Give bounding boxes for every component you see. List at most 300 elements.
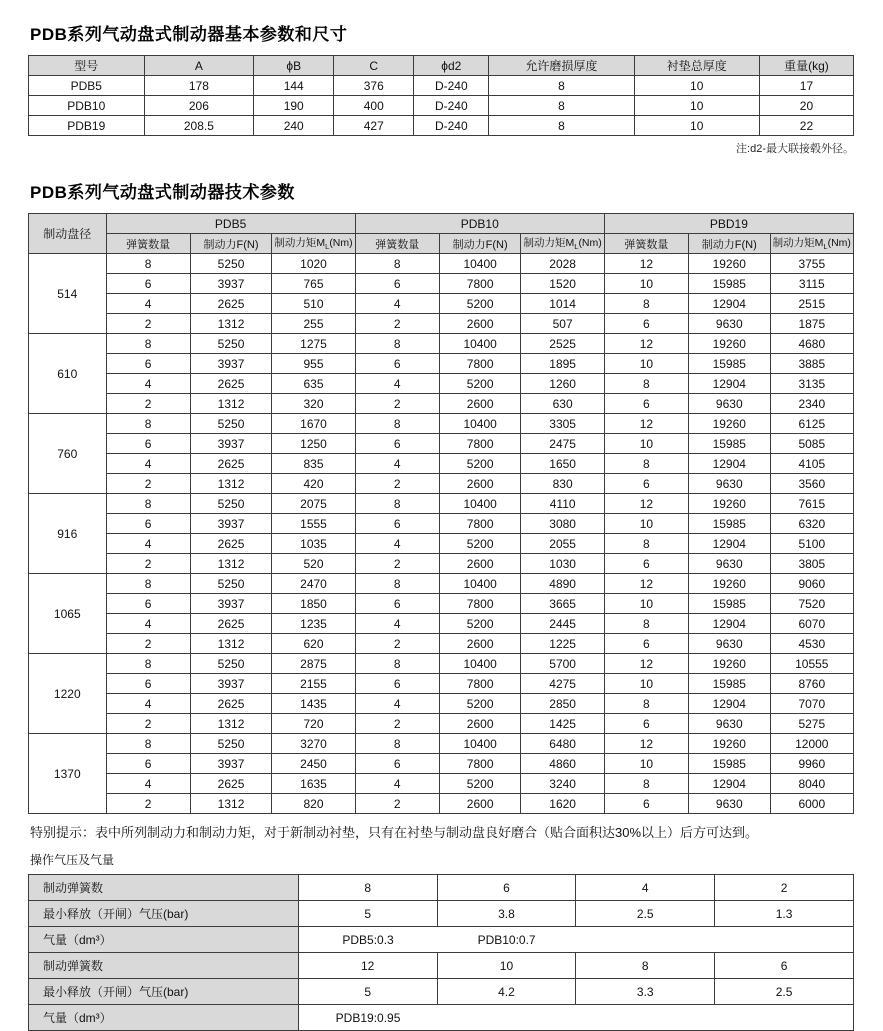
table-cell: 1312 [190,314,272,334]
table-cell: 6000 [770,794,853,814]
table-cell: 8 [355,334,439,354]
table-cell: 8760 [770,674,853,694]
table-row [29,694,854,714]
table-cell: 4680 [770,334,853,354]
table-cell: 8 [355,414,439,434]
table-cell: 2625 [190,374,272,394]
table-cell: 4890 [521,574,604,594]
table-cell: 4 [106,774,190,794]
disc-diameter-cell: 1220 [29,654,107,734]
group-header: PBD19 [604,214,853,234]
table-cell: 8 [355,734,439,754]
table-cell: 4 [355,534,439,554]
group-header: PDB10 [355,214,604,234]
table-cell: 4860 [521,754,604,774]
table-cell: 5250 [190,734,272,754]
table-cell: 10 [634,96,759,116]
table-cell: 2600 [439,474,521,494]
table-cell: 12 [604,494,688,514]
table-cell: 12904 [688,374,770,394]
table-cell: 19260 [688,414,770,434]
table-cell: 3805 [770,554,853,574]
table-cell: 1555 [272,514,355,534]
table-cell: 3305 [521,414,604,434]
table-cell: 8 [298,875,437,901]
table-cell: 6 [106,514,190,534]
table-cell: 15985 [688,594,770,614]
table-cell: 19260 [688,654,770,674]
table-cell: 4 [355,454,439,474]
table-row [29,875,854,901]
table-row [29,76,854,96]
table-cell: 10400 [439,734,521,754]
table-cell: 507 [521,314,604,334]
table-cell: 1312 [190,714,272,734]
table-row [29,594,854,614]
table-cell: 12 [604,334,688,354]
table-cell: 820 [272,794,355,814]
table-row [29,514,854,534]
pressure-volume-title: 操作气压及气量 [30,853,115,867]
table-cell: 12904 [688,534,770,554]
basic-params-note: 注:d2-最大联接毂外径。 [736,143,854,155]
table-cell: 6 [604,554,688,574]
table-cell: 520 [272,554,355,574]
table-cell: 4 [106,534,190,554]
merged-values [299,1011,853,1025]
table-cell: 6 [355,274,439,294]
basic-params-body [29,76,854,136]
column-header: ϕd2 [414,56,489,76]
table-cell: 1275 [272,334,355,354]
table-cell: 5250 [190,334,272,354]
basic-header-row [29,56,854,76]
table-cell: 5250 [190,494,272,514]
table-cell: 635 [272,374,355,394]
table-cell: 2470 [272,574,355,594]
table-row [29,674,854,694]
column-header: C [334,56,414,76]
table-cell: 1850 [272,594,355,614]
table-cell: 3937 [190,674,272,694]
table-cell: 2600 [439,794,521,814]
table-cell: 1235 [272,614,355,634]
table-row [29,714,854,734]
table-cell: 2 [355,794,439,814]
table-cell: 1312 [190,634,272,654]
table-cell: 7520 [770,594,853,614]
table-cell: 2.5 [715,979,854,1005]
disc-diameter-cell: 514 [29,254,107,334]
table-cell: 2625 [190,774,272,794]
table-cell: 10400 [439,654,521,674]
table-row [29,96,854,116]
table-cell: 178 [144,76,254,96]
table-cell: 10 [604,354,688,374]
table-row [29,294,854,314]
table-cell: D-240 [414,116,489,136]
tech-header-row-groups [29,214,854,234]
table-cell: 420 [272,474,355,494]
table-cell: 3937 [190,754,272,774]
table-cell: 2600 [439,714,521,734]
table-cell: 2515 [770,294,853,314]
table-cell: 208.5 [144,116,254,136]
model-cell: PDB19 [29,116,145,136]
torque-header-part: L [574,242,579,252]
column-header: 允许磨损厚度 [489,56,634,76]
disc-diameter-cell: 760 [29,414,107,494]
table-cell: 5 [298,979,437,1005]
table-cell: 6 [106,434,190,454]
table-row [29,734,854,754]
row-label-cell: 最小释放（开闸）气压(bar) [29,979,299,1005]
table-cell: 10 [604,674,688,694]
table-cell: 2055 [521,534,604,554]
pressure-volume-table [28,874,854,1031]
col-header-springs: 弹簧数量 [355,234,439,254]
table-cell: 10400 [439,414,521,434]
table-cell: 10 [604,434,688,454]
table-cell: 3240 [521,774,604,794]
table-cell: 15985 [688,354,770,374]
torque-header-part: (Nm) [578,237,602,250]
disc-diameter-cell: 916 [29,494,107,574]
table-cell: 9630 [688,554,770,574]
torque-header-part: (Nm) [329,237,353,250]
table-cell: 3080 [521,514,604,534]
table-cell: 10400 [439,494,521,514]
table-cell: 630 [521,394,604,414]
table-cell: 1435 [272,694,355,714]
table-cell: 144 [254,76,334,96]
table-cell: 10 [604,594,688,614]
table-cell: 2 [106,794,190,814]
table-cell: 3885 [770,354,853,374]
table-cell: 2340 [770,394,853,414]
table-cell: 2075 [272,494,355,514]
basic-params-header [29,56,854,76]
table-cell: 955 [272,354,355,374]
table-cell: 15985 [688,434,770,454]
table-cell: 8 [106,734,190,754]
table-cell: 2450 [272,754,355,774]
table-cell: 5100 [770,534,853,554]
table-cell: 12 [298,953,437,979]
table-cell: 6 [106,594,190,614]
row-label-cell: 制动弹簧数 [29,875,299,901]
table-cell: 8 [604,294,688,314]
table-cell: 12 [604,254,688,274]
table-cell: 8 [489,76,634,96]
col-header-torque [521,234,604,254]
table-cell: 15985 [688,514,770,534]
table-cell: 7800 [439,434,521,454]
table-cell: 190 [254,96,334,116]
table-cell: 6 [355,754,439,774]
table-cell: 3937 [190,354,272,374]
table-row [29,614,854,634]
table-cell: 10400 [439,254,521,274]
basic-params-title: PDB系列气动盘式制动器基本参数和尺寸 [30,25,348,44]
table-cell: 9630 [688,474,770,494]
table-cell: 2850 [521,694,604,714]
table-cell: 4 [355,294,439,314]
table-cell: 8 [355,494,439,514]
table-cell: 8 [604,534,688,554]
table-row [29,374,854,394]
table-cell: 5200 [439,774,521,794]
table-cell: 1250 [272,434,355,454]
table-cell: 2 [355,554,439,574]
table-cell: 7800 [439,354,521,374]
table-cell: 1.3 [715,901,854,927]
table-cell: 4 [576,875,715,901]
column-header: ϕB [254,56,334,76]
table-cell: 10 [604,274,688,294]
table-cell: 5250 [190,414,272,434]
table-cell: 206 [144,96,254,116]
table-cell: 1030 [521,554,604,574]
table-cell: 7800 [439,514,521,534]
table-cell: 5200 [439,534,521,554]
table-cell: 2625 [190,614,272,634]
table-cell: 4 [106,614,190,634]
table-cell: 2 [106,554,190,574]
table-cell: 2525 [521,334,604,354]
table-cell: 5250 [190,254,272,274]
table-cell: 10 [634,116,759,136]
table-cell: 2 [106,634,190,654]
table-cell: 5250 [190,654,272,674]
table-cell: 2 [355,634,439,654]
table-cell: 15985 [688,274,770,294]
table-row [29,927,854,953]
col-header-torque [770,234,853,254]
table-cell: 3560 [770,474,853,494]
table-cell: 2875 [272,654,355,674]
tech-params-table [28,213,854,814]
merged-values [299,933,853,947]
disc-diameter-cell: 1370 [29,734,107,814]
table-cell: 2600 [439,634,521,654]
table-cell: 1635 [272,774,355,794]
table-cell: 10400 [439,334,521,354]
table-cell: 8 [355,254,439,274]
table-cell: 2 [106,394,190,414]
table-cell: 6 [604,634,688,654]
table-cell: 3135 [770,374,853,394]
table-cell: 2 [355,394,439,414]
table-cell: 6 [437,875,576,901]
table-cell: 1620 [521,794,604,814]
table-cell: 8 [355,574,439,594]
table-cell: 10400 [439,574,521,594]
table-cell: 8 [106,254,190,274]
table-row [29,454,854,474]
col-header-force: 制动力F(N) [688,234,770,254]
table-row [29,474,854,494]
table-cell: 320 [272,394,355,414]
table-cell: 15985 [688,674,770,694]
table-cell: 6 [604,394,688,414]
torque-header-part: (Nm) [827,237,851,250]
table-row [29,494,854,514]
table-row [29,654,854,674]
table-cell: 20 [759,96,853,116]
table-cell: 720 [272,714,355,734]
table-cell: 7800 [439,274,521,294]
table-cell: 3937 [190,434,272,454]
table-cell: 19260 [688,254,770,274]
table-cell: 8 [106,334,190,354]
table-cell: 12904 [688,694,770,714]
table-cell: 6 [106,754,190,774]
special-tip-text: 特别提示：表中所列制动力和制动力矩，对于新制动衬垫，只有在衬垫与制动盘良好磨合（贴合面积达30%以上）后方可达到。 [30,825,759,840]
table-cell: 3937 [190,274,272,294]
table-cell: 1225 [521,634,604,654]
table-cell: 6 [604,314,688,334]
col-header-torque [272,234,355,254]
table-cell: D-240 [414,76,489,96]
table-cell: 1312 [190,794,272,814]
table-row [29,334,854,354]
table-cell: 6 [604,794,688,814]
table-cell: 5200 [439,374,521,394]
table-cell: 12000 [770,734,853,754]
table-cell: 1670 [272,414,355,434]
table-cell: 376 [334,76,414,96]
table-cell: 12 [604,574,688,594]
table-cell: 765 [272,274,355,294]
table-cell: 6480 [521,734,604,754]
table-cell: 6 [106,674,190,694]
table-cell: 240 [254,116,334,136]
table-cell: 8 [604,374,688,394]
table-cell: 8 [576,953,715,979]
table-cell: 5085 [770,434,853,454]
table-cell: 255 [272,314,355,334]
table-cell: 1520 [521,274,604,294]
table-cell: 2028 [521,254,604,274]
table-cell: 15985 [688,754,770,774]
table-cell: 8 [355,654,439,674]
torque-header-part: 制动力矩M [274,237,326,250]
table-cell: 6 [604,474,688,494]
table-row [29,414,854,434]
value-text: PDB5:0.3 [342,932,394,947]
table-cell: 6 [355,594,439,614]
table-cell: 4 [355,774,439,794]
table-cell: 9630 [688,714,770,734]
table-cell: 3270 [272,734,355,754]
column-header: 重量(kg) [759,56,853,76]
torque-header-part: L [325,242,330,252]
table-cell: 2600 [439,554,521,574]
table-cell: 2475 [521,434,604,454]
table-cell: 8 [489,116,634,136]
table-cell: 19260 [688,494,770,514]
table-cell: 5275 [770,714,853,734]
table-cell: 6125 [770,414,853,434]
table-row [29,274,854,294]
merged-value-cell [298,1005,853,1031]
col-header-force: 制动力F(N) [190,234,272,254]
table-cell: 8040 [770,774,853,794]
table-cell: 5200 [439,614,521,634]
table-cell: 19260 [688,574,770,594]
basic-params-table [28,55,854,136]
disc-diameter-cell: 610 [29,334,107,414]
pressure-volume-body [29,875,854,1031]
table-cell: 6 [106,274,190,294]
value-text: PDB19:0.95 [335,1010,401,1025]
table-cell: 10 [604,514,688,534]
table-cell: 830 [521,474,604,494]
table-cell: 8 [604,614,688,634]
table-cell: 4 [355,374,439,394]
table-row [29,254,854,274]
table-cell: 2 [355,714,439,734]
table-row [29,354,854,374]
table-cell: 7070 [770,694,853,714]
table-cell: 1035 [272,534,355,554]
table-cell: 4110 [521,494,604,514]
table-row [29,394,854,414]
table-cell: 3115 [770,274,853,294]
table-cell: 1014 [521,294,604,314]
table-cell: 8 [604,454,688,474]
table-cell: 3937 [190,594,272,614]
tech-params-title: PDB系列气动盘式制动器技术参数 [30,183,295,202]
table-cell: 4275 [521,674,604,694]
table-cell: 427 [334,116,414,136]
torque-header-part: 制动力矩M [772,237,824,250]
column-header: 衬垫总厚度 [634,56,759,76]
table-cell: 3937 [190,514,272,534]
table-row [29,774,854,794]
table-cell: 10 [634,76,759,96]
table-row [29,634,854,654]
table-row [29,794,854,814]
table-cell: 12904 [688,614,770,634]
row-label-cell: 气量（dm³） [29,1005,299,1031]
group-header: PDB5 [106,214,355,234]
col-header-springs: 弹簧数量 [604,234,688,254]
table-cell: 12904 [688,454,770,474]
column-header: 型号 [29,56,145,76]
table-cell: 510 [272,294,355,314]
table-cell: 17 [759,76,853,96]
col-header-force: 制动力F(N) [439,234,521,254]
table-cell: 1312 [190,394,272,414]
table-row [29,434,854,454]
row-label-cell: 最小释放（开闸）气压(bar) [29,901,299,927]
table-cell: 9630 [688,394,770,414]
table-cell: 1260 [521,374,604,394]
table-cell: 10 [437,953,576,979]
table-cell: 5 [298,901,437,927]
tech-params-body [29,254,854,814]
table-cell: 1650 [521,454,604,474]
table-cell: 12 [604,654,688,674]
table-cell: 12 [604,734,688,754]
disc-diameter-cell: 1065 [29,574,107,654]
torque-header-part: 制动力矩M [523,237,575,250]
table-cell: 2625 [190,454,272,474]
table-cell: 2 [106,714,190,734]
table-cell: 400 [334,96,414,116]
